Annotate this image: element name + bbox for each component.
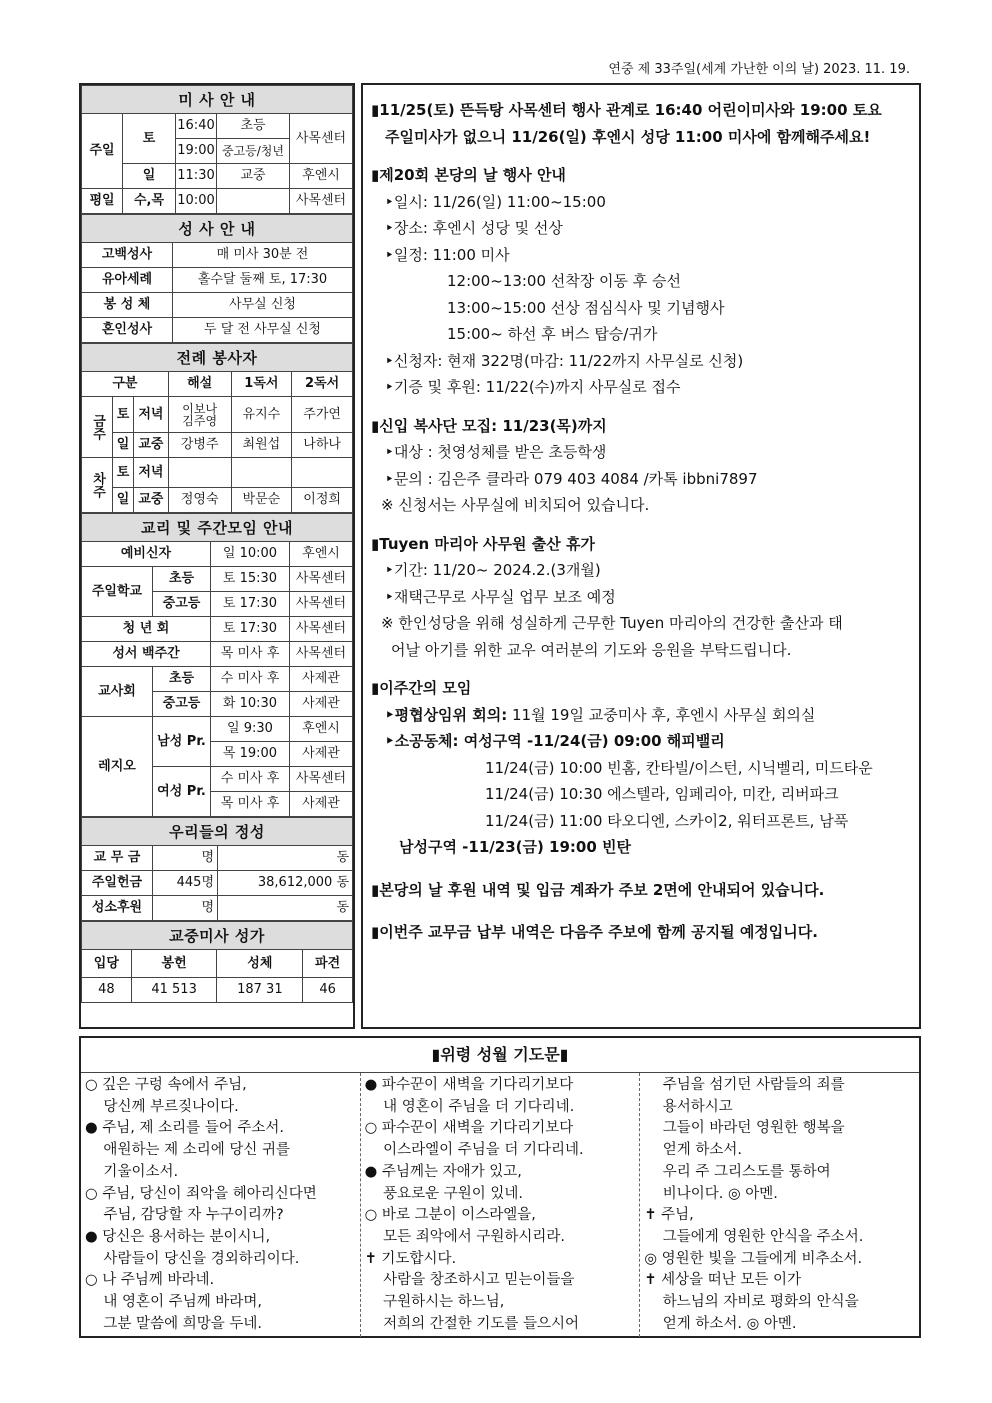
main-label: 교중 (133, 433, 168, 458)
elementary-label: 초등 (153, 567, 211, 592)
small-community-first: 여성구역 -11/24(금) 09:00 해피밸리 (458, 732, 725, 750)
youth-place: 사목센터 (290, 617, 353, 642)
t-elem-place: 사제관 (290, 667, 353, 692)
weekday-place: 사목센터 (290, 189, 353, 214)
notice-note: 어날 아기를 위한 교우 여러분의 기도와 응원을 부탁드립니다. (391, 640, 792, 659)
elementary-label: 초등 (153, 667, 211, 692)
vocation-support-count: 명 (153, 896, 218, 921)
dues-label: 교 무 금 (82, 846, 153, 871)
schedule-item: 11/24(금) 10:00 빈홈, 칸타빌/이스턴, 시닉벨리, 미드타운 (485, 758, 873, 777)
weekday-group (217, 189, 290, 214)
hymns-table (81, 921, 353, 1003)
catechumen-place: 후엔시 (290, 542, 353, 567)
sunday-offering-amount: 38,612,000 동 (218, 871, 353, 896)
ss-mh-place: 사목센터 (290, 592, 353, 617)
saturday-label: 토 (123, 114, 176, 164)
tw-sat-commentary: 이보나 김주영 (168, 397, 231, 433)
sun-label: 일 (113, 433, 134, 458)
f2-place: 사제관 (290, 792, 353, 817)
tw-sat-reading-2: 주가연 (292, 397, 353, 433)
sacrament-info: 사무실 신청 (173, 293, 353, 318)
sunday-school-label: 주일학교 (82, 567, 153, 617)
small-community-label: ‣소공동체: (385, 732, 459, 750)
ss-elem-place: 사목센터 (290, 567, 353, 592)
small-community (371, 728, 913, 755)
youth-time: 토 17:30 (211, 617, 290, 642)
sacrament-name: 혼인성사 (82, 318, 173, 343)
prayer-column-3: 주님을 섬기던 사람들의 죄를 용서하시고 그들이 바라던 영원한 행복을 얻게 하소서. 우리 주 그리스도를 통하여 비나이다. ◎ 아멘. ✝ 주님, 그들에게 영원한 안식을 주소서. ◎ 영원한 빛을 그들에게 비추소서. ✝ 세상을 떠난 모든 이가 하느님의 자비로 평화의 안식을 얻게 하소서. ◎ 아멘. (639, 1073, 919, 1337)
notice-7: ▮이번주 교무금 납부 내역은 다음주 주보에 함께 공지될 예정입니다. (371, 923, 818, 941)
notice-item: ‣대상 : 첫영성체를 받은 초등학생 (385, 443, 607, 461)
this-week-label: 금주 (82, 397, 113, 458)
m2-place: 사제관 (290, 742, 353, 767)
notice-item: ‣신청자: 현재 322명(마감: 11/22까지 사무실로 신청) (385, 351, 744, 370)
sat-label: 토 (113, 458, 134, 488)
hymn-header: 성체 (217, 950, 303, 978)
notice-item: ‣기증 및 후원: 11/22(수)까지 사무실로 접수 (385, 378, 681, 396)
hymns-title: 교중미사 성가 (82, 922, 353, 950)
middle-high-label: 중고등 (153, 692, 211, 717)
prayer-title: ▮위령 성월 기도문▮ (81, 1038, 919, 1073)
sun-time: 11:30 (176, 164, 217, 189)
schedule-item: 13:00~15:00 선상 점심식사 및 기념행사 (447, 298, 725, 317)
sacrament-name: 고백성사 (82, 243, 173, 268)
t-mh-time: 화 10:30 (211, 692, 290, 717)
sunday-offering-count: 445명 (153, 871, 218, 896)
sat-label: 토 (113, 397, 134, 433)
m1-place: 후엔시 (290, 717, 353, 742)
notice-note: ※ 한인성당을 위해 성실하게 근무한 Tuyen 마리아의 건강한 출산과 태 (381, 614, 843, 632)
nw-sun-reading-1: 박문순 (231, 488, 292, 513)
notice-5-title: ▮이주간의 모임 (371, 679, 472, 697)
middle-high-label: 중고등 (153, 592, 211, 617)
catechumen-time: 일 10:00 (211, 542, 290, 567)
sacrament-info: 매 미사 30분 전 (173, 243, 353, 268)
schedule-item: 12:00~13:00 선착장 이동 후 승선 (447, 272, 682, 290)
sat-1-time: 16:40 (176, 114, 217, 139)
tw-sun-commentary: 강병주 (168, 433, 231, 458)
sacraments-title: 성 사 안 내 (82, 215, 353, 243)
council-label: ‣평협상임위 회의: (385, 705, 508, 724)
f1-place: 사목센터 (290, 767, 353, 792)
main-label: 교중 (133, 488, 168, 513)
m1-time: 일 9:30 (211, 717, 290, 742)
ss-mh-time: 토 17:30 (211, 592, 290, 617)
f1-time: 수 미사 후 (211, 767, 290, 792)
notice-4-title: ▮Tuyen 마리아 사무원 출산 휴가 (371, 534, 595, 553)
men-district: 남성구역 -11/23(금) 19:00 빈탄 (399, 838, 632, 856)
meetings-title: 교리 및 주간모임 안내 (82, 514, 353, 542)
vocation-support-label: 성소후원 (82, 896, 153, 921)
bible-time: 목 미사 후 (211, 642, 290, 667)
schedule-item: 11/24(금) 10:30 에스텔라, 임페리아, 미칸, 리버파크 (485, 785, 839, 803)
t-elem-time: 수 미사 후 (211, 667, 290, 692)
sat-place: 사목센터 (290, 114, 353, 164)
schedule-item: 15:00~ 하선 후 버스 탑승/귀가 (447, 325, 658, 343)
notice-3-title: ▮신입 복사단 모집: 11/23(목)까지 (371, 416, 607, 435)
sat-2-time: 19:00 (176, 139, 217, 164)
nw-sat-reading-2 (292, 458, 353, 488)
liturgy-servers-table (81, 343, 353, 513)
notices-panel (361, 83, 921, 1029)
servers-title: 전례 봉사자 (82, 344, 353, 372)
hymn-number: 41 513 (131, 978, 217, 1003)
bible-place: 사목센터 (290, 642, 353, 667)
hymn-number: 187 31 (217, 978, 303, 1003)
notice-6: ▮본당의 날 후원 내역 및 입금 계좌가 주보 2면에 안내되어 있습니다. (371, 880, 825, 899)
prayer-box (79, 1036, 921, 1338)
m2-time: 목 19:00 (211, 742, 290, 767)
prayer-column-1: ○ 깊은 구렁 속에서 주님, 당신께 부르짖나이다. ● 주님, 제 소리를 들어 주소서. 애원하는 제 소리에 당신 귀를 기울이소서. ○ 주님, 당신이 죄악을 헤아리신다면 주님, 감당할 자 누구이리까? ● 당신은 용서하는 분이시니, 사람들이 당신을 경외하리이다. ○ 나 주님께 바라네. 내 영혼이 주님께 바라며, 그분 말씀에 희망을 두네. (85, 1077, 317, 1332)
notice-item: ‣일정: 11:00 미사 (385, 245, 510, 264)
notice-item: ‣문의 : 김은주 클라라 079 403 4084 /카톡 ibbni7897 (385, 469, 758, 488)
sat-1-group: 초등 (217, 114, 290, 139)
sun-place: 후엔시 (290, 164, 353, 189)
offerings-title: 우리들의 정성 (82, 818, 353, 846)
nw-sun-commentary: 정영숙 (168, 488, 231, 513)
ss-elem-time: 토 15:30 (211, 567, 290, 592)
sunday-label: 주일 (82, 114, 123, 189)
hymn-number: 48 (82, 978, 132, 1003)
next-week-label: 차주 (82, 458, 113, 513)
vocation-support-amount: 동 (218, 896, 353, 921)
council-meeting (371, 702, 913, 729)
meetings-table (81, 513, 353, 817)
sacrament-info: 홀수달 둘째 토, 17:30 (173, 268, 353, 293)
dues-amount: 동 (218, 846, 353, 871)
notice-item: ‣일시: 11/26(일) 11:00~15:00 (385, 192, 606, 211)
sun-group: 교중 (217, 164, 290, 189)
council-info: 11월 19일 교중미사 후, 후엔시 사무실 회의실 (507, 705, 816, 724)
f2-time: 목 미사 후 (211, 792, 290, 817)
tw-sun-reading-1: 최원섭 (231, 433, 292, 458)
sacrament-name: 봉 성 체 (82, 293, 173, 318)
info-sidebar (79, 83, 355, 1029)
weekday-time: 10:00 (176, 189, 217, 214)
tw-sat-reading-1: 유지수 (231, 397, 292, 433)
sunday-offering-label: 주일헌금 (82, 871, 153, 896)
weekday-days: 수,목 (123, 189, 176, 214)
mass-schedule-table (81, 85, 353, 214)
mass-title: 미 사 안 내 (82, 86, 353, 114)
notice-item: ‣기간: 11/20~ 2024.2.(3개월) (385, 561, 601, 579)
hymn-header: 파견 (303, 950, 353, 978)
youth-label: 청 년 회 (82, 617, 211, 642)
col-type: 구분 (82, 372, 169, 397)
hymn-number: 46 (303, 978, 353, 1003)
bible-label: 성서 백주간 (82, 642, 211, 667)
notice-1-line: ▮11/25(토) 뜬득탕 사목센터 행사 관계로 16:40 어린이미사와 19:00 토요 (371, 101, 882, 119)
notice-note: ※ 신청서는 사무실에 비치되어 있습니다. (381, 496, 650, 514)
prayer-column-2: ● 파수꾼이 새벽을 기다리기보다 내 영혼이 주님을 더 기다리네. ○ 파수꾼이 새벽을 기다리기보다 이스라엘이 주님을 더 기다리네. ● 주님께는 자애가 있고, 풍요로운 구원이 있네. ○ 바로 그분이 이스라엘을, 모든 죄악에서 구원하시리라. ✝ 기도합시다. 사람을 창조하시고 믿는이들을 구원하시는 하느님, 저희의 간절한 기도를 들으시어 (360, 1073, 640, 1337)
catechumen-label: 예비신자 (82, 542, 211, 567)
col-reading-2: 2독서 (292, 372, 353, 397)
evening-label: 저녁 (133, 397, 168, 433)
nw-sat-reading-1 (231, 458, 292, 488)
col-reading-1: 1독서 (231, 372, 292, 397)
sun-label: 일 (113, 488, 134, 513)
nw-sat-commentary (168, 458, 231, 488)
tw-sun-reading-2: 나하나 (292, 433, 353, 458)
t-mh-place: 사제관 (290, 692, 353, 717)
bulletin-date-header: 연중 제 33주일(세계 가난한 이의 날) 2023. 11. 19. (608, 62, 910, 77)
col-commentary: 해설 (168, 372, 231, 397)
prayer-columns (81, 1073, 919, 1337)
nw-sun-reading-2: 이정희 (292, 488, 353, 513)
sacraments-table (81, 214, 353, 343)
dues-count: 명 (153, 846, 218, 871)
notices-list (371, 97, 913, 946)
legion-label: 레지오 (82, 717, 153, 817)
female-pr-label: 여성 Pr. (153, 767, 211, 817)
notice-1-line: 주일미사가 없으니 11/26(일) 후엔시 성당 11:00 미사에 함께해주세요! (385, 127, 871, 146)
notice-2-title: ▮제20회 본당의 날 행사 안내 (371, 166, 566, 184)
schedule-item: 11/24(금) 11:00 타오디엔, 스카이2, 워터프론트, 남푹 (485, 811, 849, 830)
weekday-label: 평일 (82, 189, 123, 214)
sun-day: 일 (123, 164, 176, 189)
offerings-table (81, 817, 353, 921)
hymn-header: 봉헌 (131, 950, 217, 978)
evening-label: 저녁 (133, 458, 168, 488)
sat-2-group: 중고등/청년 (217, 139, 290, 164)
notice-item: ‣재택근무로 사무실 업무 보조 예정 (385, 587, 616, 606)
male-pr-label: 남성 Pr. (153, 717, 211, 767)
hymn-header: 입당 (82, 950, 132, 978)
sacrament-info: 두 달 전 사무실 신청 (173, 318, 353, 343)
notice-item: ‣장소: 후엔시 성당 및 선상 (385, 219, 563, 237)
teachers-label: 교사회 (82, 667, 153, 717)
sacrament-name: 유아세례 (82, 268, 173, 293)
